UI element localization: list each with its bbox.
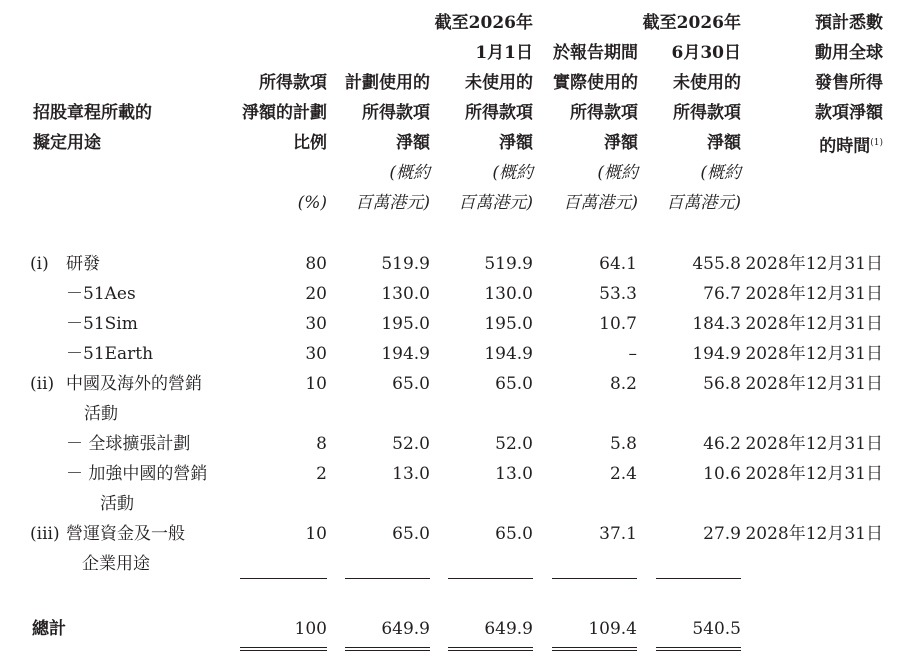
cell-unused-jan: 130.0 (484, 284, 533, 304)
cell-planned: 13.0 (392, 464, 430, 484)
total-unused-jun: 540.5 (692, 619, 741, 639)
cell-used: 2.4 (609, 464, 637, 484)
header-used-period-unit: (概約 (597, 163, 638, 183)
cell-ratio: 10 (305, 374, 327, 394)
subtotal-rule (448, 578, 533, 579)
cell-date: 2028年12月31日 (745, 284, 883, 304)
cell-date: 2028年12月31日 (745, 464, 883, 484)
cell-date: 2028年12月31日 (745, 254, 883, 274)
cell-planned: 195.0 (381, 314, 430, 334)
header-timeline-line: 的時間 (819, 136, 871, 157)
header-used-period (538, 38, 638, 218)
total-unused-jan: 649.9 (484, 619, 533, 639)
cell-unused-jan: 65.0 (495, 374, 533, 394)
row-prefix: (ii) (30, 374, 55, 394)
total-label: 總計 (32, 619, 66, 639)
header-unused-jun-unit: 百萬港元) (666, 193, 741, 213)
cell-date: 2028年12月31日 (745, 344, 883, 364)
total-ratio: 100 (294, 619, 327, 639)
header-unused-jan-unit: 百萬港元) (458, 193, 533, 213)
cell-unused-jun: 27.9 (703, 524, 741, 544)
row-prefix: (iii) (30, 524, 60, 544)
cell-planned: 519.9 (381, 254, 430, 274)
header-planned-unit: (概約 (389, 163, 430, 183)
cell-unused-jun: 46.2 (703, 434, 741, 454)
header-unused-jun-line: 未使用的 (673, 73, 741, 93)
cell-used: 64.1 (599, 254, 637, 274)
cell-ratio: 2 (316, 464, 327, 484)
header-used-period-line: 實際使用的 (553, 73, 638, 93)
row-label: －51Earth (66, 344, 154, 364)
cell-unused-jan: 13.0 (495, 464, 533, 484)
header-unused-jun-unit: (概約 (700, 163, 741, 183)
total-planned: 649.9 (381, 619, 430, 639)
cell-unused-jan: 52.0 (495, 434, 533, 454)
cell-used: 8.2 (609, 374, 637, 394)
row-label: －51Aes (66, 284, 136, 304)
cell-unused-jan: 65.0 (495, 524, 533, 544)
cell-ratio: 80 (305, 254, 327, 274)
row-label-continued: 活動 (100, 494, 134, 514)
row-prefix: (i) (30, 254, 49, 274)
row-label-continued: 企業用途 (82, 554, 150, 574)
cell-unused-jun: 56.8 (703, 374, 741, 394)
subtotal-rule (240, 578, 327, 579)
header-timeline-line: 發售所得 (815, 73, 883, 93)
total-double-rule (240, 647, 327, 651)
subtotal-rule (345, 578, 430, 579)
header-ratio-line: 所得款項 (259, 73, 327, 93)
cell-ratio: 20 (305, 284, 327, 304)
header-unused-jan-line: 截至2026年 (434, 13, 533, 33)
header-planned-line: 計劃使用的 (345, 73, 430, 93)
header-purpose (33, 98, 152, 158)
header-used-period-line: 於報告期間 (553, 43, 638, 63)
cell-unused-jan: 195.0 (484, 314, 533, 334)
cell-date: 2028年12月31日 (745, 314, 883, 334)
header-planned-unit: 百萬港元) (355, 193, 430, 213)
cell-unused-jun: 76.7 (703, 284, 741, 304)
header-used-period-unit: 百萬港元) (563, 193, 638, 213)
cell-date: 2028年12月31日 (745, 374, 883, 394)
row-label: 中國及海外的營銷 (66, 374, 202, 394)
cell-unused-jun: 184.3 (692, 314, 741, 334)
header-ratio-line: 比例 (293, 133, 327, 153)
cell-planned: 194.9 (381, 344, 430, 364)
header-timeline-line: 預計悉數 (815, 13, 883, 33)
cell-used: 53.3 (599, 284, 637, 304)
header-timeline (760, 8, 883, 162)
cell-date: 2028年12月31日 (745, 524, 883, 544)
row-label: － 加強中國的營銷 (66, 464, 208, 484)
header-purpose-line: 招股章程所載的 (33, 103, 152, 123)
cell-planned: 65.0 (392, 524, 430, 544)
subtotal-rule (552, 578, 637, 579)
footnote-marker: (1) (870, 138, 883, 148)
header-ratio-unit: (%) (297, 193, 327, 213)
header-unused-jun-line: 所得款項 (673, 103, 741, 123)
cell-used: 10.7 (599, 314, 637, 334)
header-unused-jan-line: 未使用的 (465, 73, 533, 93)
cell-used: 5.8 (609, 434, 637, 454)
header-ratio-line: 淨額的計劃 (242, 103, 327, 123)
cell-date: 2028年12月31日 (745, 434, 883, 454)
cell-unused-jan: 519.9 (484, 254, 533, 274)
cell-ratio: 30 (305, 344, 327, 364)
cell-unused-jun: 10.6 (703, 464, 741, 484)
cell-ratio: 10 (305, 524, 327, 544)
header-unused-jun-line: 截至2026年 (642, 13, 741, 33)
cell-ratio: 8 (316, 434, 327, 454)
cell-used: 37.1 (599, 524, 637, 544)
row-label: 營運資金及一般 (66, 524, 185, 544)
header-unused-jan-line: 淨額 (499, 133, 533, 153)
header-unused-jan-unit: (概約 (492, 163, 533, 183)
row-label-continued: 活動 (84, 404, 118, 424)
header-planned-line: 淨額 (396, 133, 430, 153)
header-timeline-line: 動用全球 (815, 43, 883, 63)
header-planned (330, 68, 430, 218)
row-label: 研發 (66, 254, 100, 274)
cell-unused-jun: 194.9 (692, 344, 741, 364)
cell-planned: 65.0 (392, 374, 430, 394)
total-double-rule (656, 647, 741, 651)
subtotal-rule (656, 578, 741, 579)
row-label: －51Sim (66, 314, 138, 334)
total-double-rule (448, 647, 533, 651)
header-ratio (225, 68, 327, 218)
cell-used: – (628, 344, 637, 364)
header-unused-jun (641, 8, 741, 218)
cell-unused-jun: 455.8 (692, 254, 741, 274)
total-used: 109.4 (588, 619, 637, 639)
total-double-rule (552, 647, 637, 651)
header-unused-jan (433, 8, 533, 218)
header-planned-line: 所得款項 (362, 103, 430, 123)
cell-planned: 130.0 (381, 284, 430, 304)
total-double-rule (345, 647, 430, 651)
row-label: － 全球擴張計劃 (66, 434, 191, 454)
header-timeline-line: 款項淨額 (815, 103, 883, 123)
cell-planned: 52.0 (392, 434, 430, 454)
header-unused-jan-line: 1月1日 (475, 43, 533, 63)
header-unused-jun-line: 6月30日 (671, 43, 741, 63)
header-unused-jun-line: 淨額 (707, 133, 741, 153)
cell-ratio: 30 (305, 314, 327, 334)
header-used-period-line: 所得款項 (570, 103, 638, 123)
header-unused-jan-line: 所得款項 (465, 103, 533, 123)
header-purpose-line: 擬定用途 (33, 133, 101, 153)
cell-unused-jan: 194.9 (484, 344, 533, 364)
header-used-period-line: 淨額 (604, 133, 638, 153)
